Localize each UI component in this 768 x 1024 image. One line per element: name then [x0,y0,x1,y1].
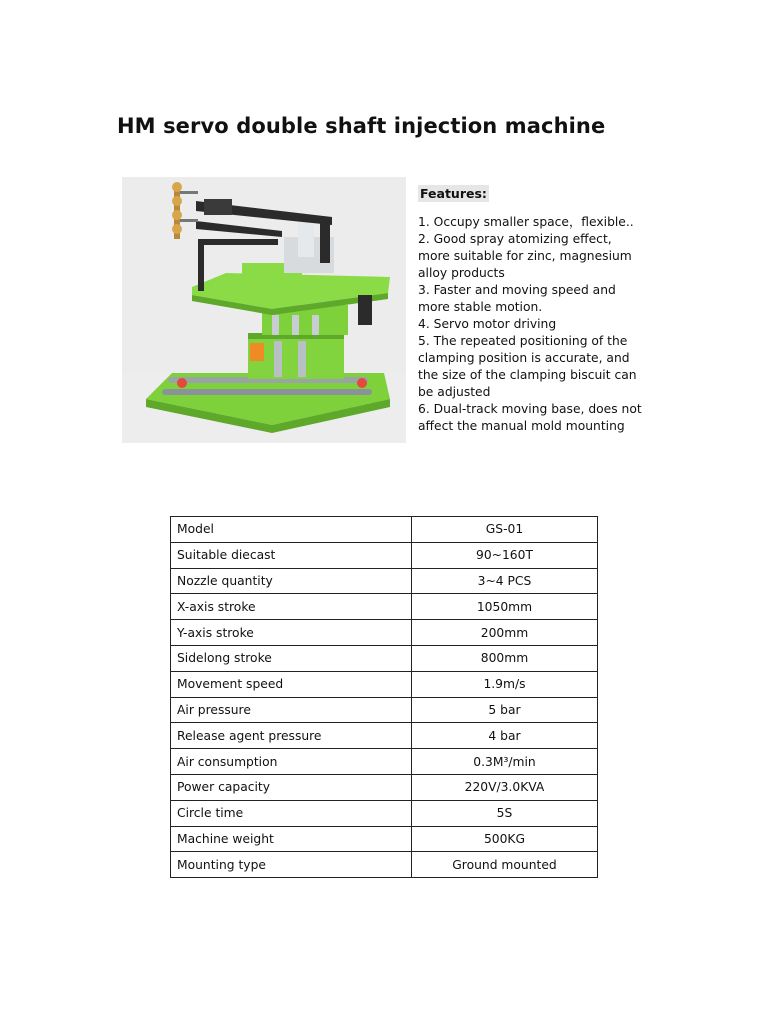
page-title: HM servo double shaft injection machine [117,114,606,138]
spec-label: X-axis stroke [171,594,412,620]
machine-photo [122,177,406,443]
table-row [171,749,598,775]
spec-value: 1050mm [412,594,598,620]
spec-value: 5 bar [412,697,598,723]
spec-label: Nozzle quantity [171,568,412,594]
spec-label: Machine weight [171,826,412,852]
feature-line: 2. Good spray atomizing effect, [418,232,612,246]
features-heading: Features: [420,186,487,201]
feature-line: more suitable for zinc, magnesium [418,249,632,263]
feature-line: affect the manual mold mounting [418,419,625,433]
spec-label: Power capacity [171,774,412,800]
feature-line: more stable motion. [418,300,543,314]
spec-label: Circle time [171,800,412,826]
table-row [171,671,598,697]
table-row [171,542,598,568]
feature-line: 1. Occupy smaller space，flexible.. [418,215,634,229]
feature-line: 4. Servo motor driving [418,317,557,331]
feature-line: be adjusted [418,385,491,399]
table-row [171,594,598,620]
spec-value: 220V/3.0KVA [412,774,598,800]
spec-label: Movement speed [171,671,412,697]
spec-label: Air consumption [171,749,412,775]
spec-label: Air pressure [171,697,412,723]
spec-value: 3~4 PCS [412,568,598,594]
table-row [171,697,598,723]
feature-line: alloy products [418,266,505,280]
spec-label: Suitable diecast [171,542,412,568]
feature-line: 6. Dual-track moving base, does not [418,402,642,416]
features-section [418,183,668,435]
table-row [171,723,598,749]
table-row [171,826,598,852]
spec-value: 4 bar [412,723,598,749]
spec-value: Ground mounted [412,852,598,878]
feature-line: the size of the clamping biscuit can [418,368,637,382]
spec-label: Release agent pressure [171,723,412,749]
table-row [171,620,598,646]
spec-value: 0.3M³/min [412,749,598,775]
feature-line: 3. Faster and moving speed and [418,283,616,297]
spec-value: GS-01 [412,517,598,543]
spec-label: Model [171,517,412,543]
table-row [171,774,598,800]
spec-label: Y-axis stroke [171,620,412,646]
spec-label: Mounting type [171,852,412,878]
table-row [171,800,598,826]
features-list [418,214,668,435]
table-row [171,852,598,878]
table-row [171,568,598,594]
spec-value: 200mm [412,620,598,646]
spec-value: 500KG [412,826,598,852]
table-row [171,645,598,671]
spec-value: 5S [412,800,598,826]
feature-line: 5. The repeated positioning of the [418,334,628,348]
feature-line: clamping position is accurate, and [418,351,630,365]
spec-value: 90~160T [412,542,598,568]
spec-table [170,516,598,878]
table-row [171,517,598,543]
spec-value: 1.9m/s [412,671,598,697]
spec-value: 800mm [412,645,598,671]
spec-label: Sidelong stroke [171,645,412,671]
